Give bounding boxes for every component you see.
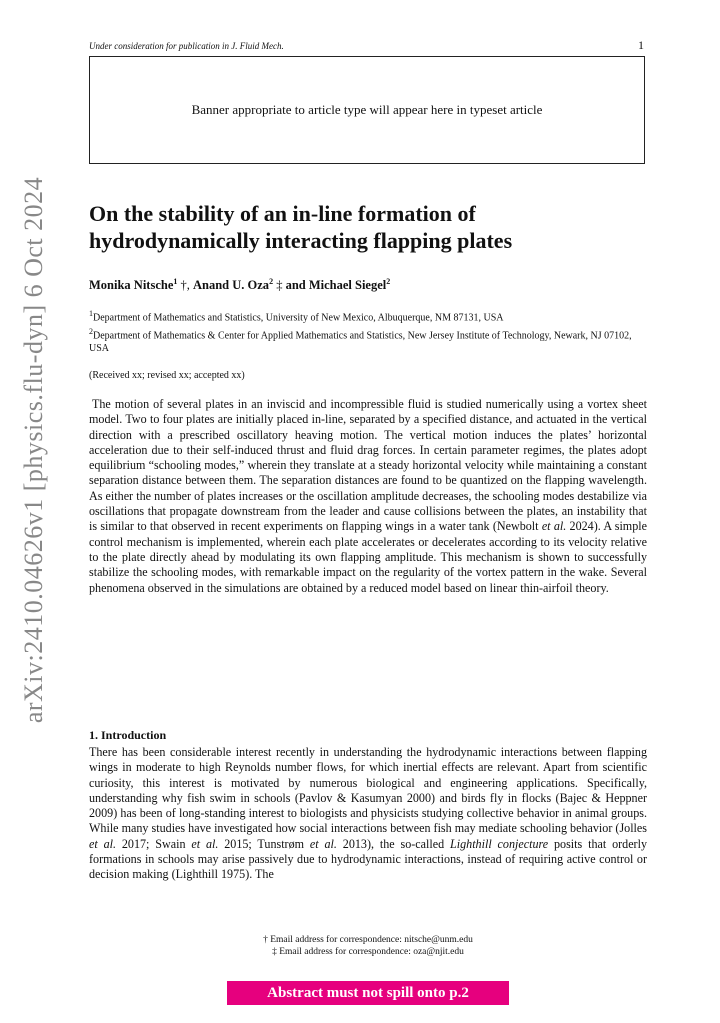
author-list [89, 277, 649, 293]
banner-text: Banner appropriate to article type will appear here in typeset article [191, 102, 543, 117]
abstract-text: 2024). A simple control mechanism is implemented, wherein each plate accelerates or decelerates according to its velocity relative to the plate directly ahead by modulating its own flapping amplitude. This mechanism is shown to successfully stabilize the schooling modes, with remarkable impact on the regularity of the vortex pattern in the wake. Several phenomena observed in the simulations are obtained by a reduced model based on linear thin-airfoil theory. [89, 519, 647, 595]
footnote-1: † Email address for correspondence: nitsche@unm.edu [263, 935, 473, 945]
affiliation-marker: 2 [269, 277, 274, 286]
citation-etal: et al. [89, 836, 117, 851]
footnote-2: ‡ Email address for correspondence: oza@njit.edu [272, 947, 464, 957]
introduction-paragraph [89, 745, 647, 883]
body-text: 2013), the so-called [336, 836, 451, 851]
affiliation-1 [89, 307, 649, 324]
citation-etal: et al. [309, 836, 337, 851]
arxiv-stamp-text: arXiv:2410.04626v1 [physics.flu-dyn] 6 Oct 2024 [19, 176, 48, 724]
citation-etal: et al. [191, 836, 219, 851]
page-number: 1 [638, 38, 644, 52]
footnote-marker: ‡ [273, 278, 286, 293]
affiliation-number: 2 [89, 327, 93, 336]
paper-title: On the stability of an in-line formation of hydrodynamically interacting flapping plates [89, 201, 513, 253]
affiliation-text: Department of Mathematics and Statistics, University of New Mexico, Albuquerque, NM 87131, USA [93, 312, 504, 324]
body-text: There has been considerable interest recently in understanding the hydrodynamic interactions between flapping wings in moderate to high Reynolds number flows, for which inertial effects are relevant. Apart from scientific curiosity, this interest is motivated by numerous biological and engineering applications. Specifically, understanding why fish swim in schools (Pavlov & Kasumyan 2000) and birds fly in flocks (Bajec & Heppner 2009) has been of long-standing interest to biologists and physicists studying collective behavior in animal groups. While many studies have investigated how social interactions between fish may mediate schooling behavior (Jolles [89, 745, 647, 836]
footnote-marker: †, [177, 278, 193, 293]
abstract-text: The motion of several plates in an inviscid and incompressible fluid is studied numerically using a vortex sheet model. Two to four plates are initially placed in-line, separated by a specified distance, and actuated in the vertical direction with a prescribed oscillatory heaving motion. The vertical motion induces the plates’ horizontal acceleration due to their self-induced thrust and fluid drag forces. In certain parameter regimes, the plates adopt equilibrium “schooling modes,” wherein they translate at a steady horizontal velocity while maintaining a constant separation distance between them. The separation distances are found to be quantized on the flapping wavelength. As either the number of plates increases or the oscillation amplitude decreases, the schooling modes destabilize via oscillations that propagate downstream from the leader and cause collisions between the plates, an instability that is similar to that observed in recent experiments on flapping wings in a water tank (Newbolt [89, 397, 647, 534]
affiliation-marker: 2 [386, 277, 391, 286]
author-name: Monika Nitsche [89, 278, 174, 293]
abstract-overflow-warning [227, 981, 509, 1005]
body-text: 2017; Swain [116, 836, 192, 851]
affiliation-number: 1 [89, 309, 93, 318]
arxiv-stamp [14, 150, 54, 750]
section-heading-introduction: 1. Introduction [89, 728, 167, 742]
citation-etal: et al. [541, 519, 567, 534]
affiliation-text: Department of Mathematics & Center for Applied Mathematics and Statistics, New Jersey Institute of Technology, Newark, NJ 07102, USA [89, 330, 632, 355]
body-text: posits that orderly formations in schools may arise passively due to hydrodynamic interactions, instead of requiring active control or decision making (Lighthill 1975). The [89, 836, 647, 882]
footnotes [89, 934, 647, 958]
abstract [89, 397, 647, 596]
received-dates: (Received xx; revised xx; accepted xx) [89, 370, 245, 381]
affiliation-marker: 1 [173, 277, 178, 286]
author-name: Michael Siegel [308, 278, 387, 293]
warning-text: Abstract must not spill onto p.2 [267, 984, 469, 1001]
affiliation-2 [89, 325, 649, 355]
author-conjunction: and [285, 278, 309, 293]
running-head: Under consideration for publication in J. Fluid Mech. [89, 41, 284, 51]
author-name: Anand U. Oza [193, 278, 270, 293]
article-banner [89, 56, 645, 164]
body-text: 2015; Tunstrøm [218, 836, 310, 851]
emphasis-lighthill-conjecture: Lighthill conjecture [450, 836, 549, 851]
